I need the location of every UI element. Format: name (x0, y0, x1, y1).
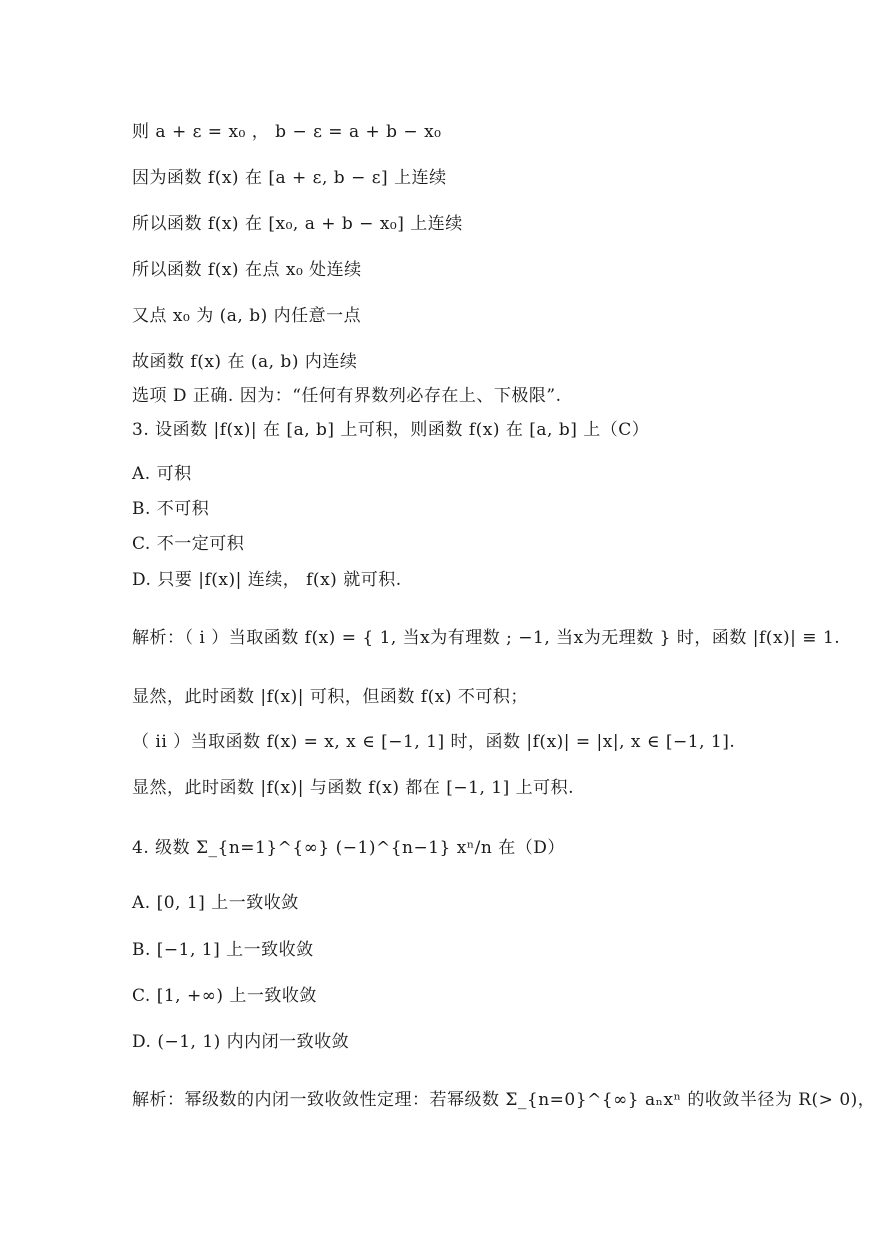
text-line: 显然，此时函数 |f(x)| 与函数 f(x) 都在 [−1, 1] 上可积. (132, 778, 575, 798)
option-b: B. 不可积 (132, 499, 210, 519)
option-d: D. 只要 |f(x)| 连续， f(x) 就可积. (132, 570, 402, 590)
analysis-line: 解析：幂级数的内闭一致收敛性定理：若幂级数 Σ_{n=0}^{∞} aₙxⁿ 的收敛半径为 R(> 0)， (132, 1090, 876, 1110)
option-b: B. [−1, 1] 上一致收敛 (132, 940, 314, 960)
option-a: A. [0, 1] 上一致收敛 (132, 893, 299, 913)
text-line: 所以函数 f(x) 在点 x₀ 处连续 (132, 260, 362, 280)
text-line: 所以函数 f(x) 在 [x₀, a + b − x₀] 上连续 (132, 214, 463, 234)
text-line: 故函数 f(x) 在 (a, b) 内连续 (132, 352, 358, 372)
analysis-line: 解析：（ i ）当取函数 f(x) = { 1, 当x为有理数 ; −1, 当x为无理数 } 时，函数 |f(x)| ≡ 1. (132, 628, 841, 648)
text-line: 又点 x₀ 为 (a, b) 内任意一点 (132, 306, 362, 326)
text-line: （ ii ）当取函数 f(x) = x, x ∈ [−1, 1] 时，函数 |f(x)| = |x|, x ∈ [−1, 1]. (132, 732, 736, 752)
text-line: 显然，此时函数 |f(x)| 可积，但函数 f(x) 不可积； (132, 687, 528, 707)
text-line: 因为函数 f(x) 在 [a + ε, b − ε] 上连续 (132, 168, 447, 188)
option-c: C. 不一定可积 (132, 534, 245, 554)
question-4: 4. 级数 Σ_{n=1}^{∞} (−1)^{n−1} xⁿ/n 在（D） (132, 838, 565, 858)
option-a: A. 可积 (132, 464, 192, 484)
question-3: 3. 设函数 |f(x)| 在 [a, b] 上可积，则函数 f(x) 在 [a, b] 上（C） (132, 420, 650, 440)
text-line: 则 a + ε = x₀ ， b − ε = a + b − x₀ (132, 122, 442, 142)
option-c: C. [1, +∞) 上一致收敛 (132, 986, 317, 1006)
text-line: 选项 D 正确. 因为：“任何有界数列必存在上、下极限”. (132, 386, 562, 406)
option-d: D. (−1, 1) 内内闭一致收敛 (132, 1032, 350, 1052)
